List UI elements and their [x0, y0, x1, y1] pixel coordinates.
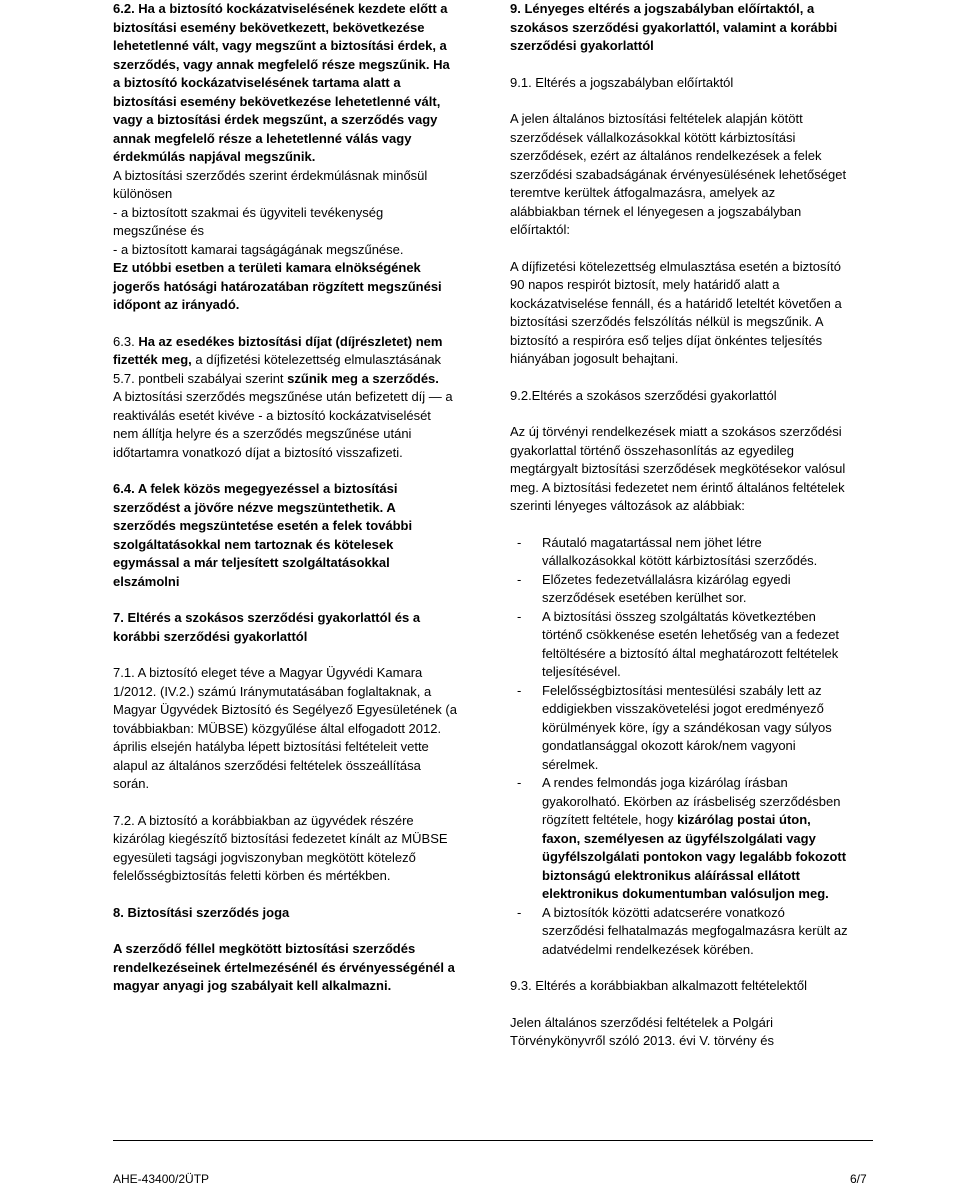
list-item-text: A rendes felmondás joga kizárólag írásban gyakorolható. Ekörben az írásbeliség szerződésben rögzített feltétele, hogy — [542, 775, 841, 827]
section-8-text: A szerződő féllel megkötött biztosítási szerződés rendelkezéseinek értelmezésénél és érvényességénél a magyar anyagi jog szabályait kell alkalmazni. — [113, 941, 455, 993]
document-code: AHE-43400/2ÜTP — [113, 1172, 210, 1186]
footer-divider — [113, 1140, 873, 1141]
section-7-2-text: 7.2. A biztosító a korábbiakban az ügyvédek részére kizárólag kiegészítő biztosítási fedezetet kínált az MÜBSE egyesületi tagsági jogviszonyban megkötött kötelező felelősségbiztosítás feletti körben és mértékben. — [113, 812, 448, 883]
section-6-2-item-2: - a biztosított kamarai tagságágának megszűnése. — [113, 241, 404, 257]
section-6-3-bold-1: Ha az esedékes biztosítási díjat (díjrészletet) nem fizették meg, — [113, 333, 443, 367]
section-9-3-text: Jelen általános szerződési feltételek a Polgári Törvénykönyvről szóló 2013. évi V. törvény és — [510, 1014, 774, 1048]
right-column — [510, 0, 848, 1051]
section-9-2-intro: Az új törvényi rendelkezések miatt a szokásos szerződési gyakorlattal történő összehasonlítás az egyedileg megtárgyalt biztosítási szerződések megkötésekor valósul meg. A biztosítási fedezetet nem érintő általános feltételek szerinti lényeges változások az alábbiak: — [510, 424, 846, 513]
page-number: 6/7 — [850, 1172, 867, 1186]
section-6-3-reactivation: A biztosítási szerződés megszűnése után befizetett díj — a reaktiválás esetét kivéve - a biztosító kockázatviselését nem állítja helyre és a szerződés megszűnése utáni időtartamra vonatkozó díjat a biztosító visszafizeti. — [113, 389, 453, 460]
section-6-3-number: 6.3. — [113, 333, 135, 349]
section-9-1-respite: A díjfizetési kötelezettség elmulasztása esetén a biztosító 90 napos respirót biztosít, mely határidő alatt a kockázatviselése fennáll, és a határidő leteltét követően a biztosítási szerződés felszólítás nélkül is megszűnik. A biztosító a respiróra eső teljes díjat önkéntes teljesítés hiányában jogosult behajtani. — [510, 258, 842, 366]
section-9-3-heading: 9.3. Eltérés a korábbiakban alkalmazott feltételektől — [510, 978, 808, 993]
section-9-1-intro: A jelen általános biztosítási feltételek alapján kötött szerződések vállalkozásokkal kötött kárbiztosítási szerződések, ezért az általános rendelkezések a felek szerződési szabadságának érvényesülésének lehetőséget teremtve kerültek átfogalmazásra, amelyek az alábbiakban térnek el lényegesen a jogszabályban előírtaktól: — [510, 111, 847, 237]
section-8-heading: 8. Biztosítási szerződés joga — [113, 904, 290, 920]
section-6-4-text: 6.4. A felek közös megegyezéssel a biztosítási szerződést a jövőre nézve megszüntethetik. A szerződés megszüntetése esetén a felek további szolgáltatásokkal nem tartoznak és kötelesek egymással a már teljesített szolgáltatásokkal elszámolni — [113, 481, 413, 589]
section-6-2-item-1: - a biztosított szakmai és ügyviteli tevékenység megszűnése és — [113, 204, 384, 238]
section-9-2-heading: 9.2.Eltérés a szokásos szerződési gyakorlattól — [510, 387, 777, 403]
section-6-3-normal: a díjfizetési kötelezettség elmulasztásának 5.7. pontbeli szabályai szerint — [113, 352, 442, 386]
section-9-1-heading: 9.1. Eltérés a jogszabályban előírtaktól — [510, 74, 734, 90]
left-column — [113, 0, 458, 996]
section-9-heading: 9. Lényeges eltérés a jogszabályban előírtaktól, a szokásos szerződési gyakorlattól, valamint a korábbi szerződési gyakorlattól — [510, 1, 838, 53]
list-item-bold-text: kizárólag postai úton, faxon, személyesen az ügyfélszolgálati vagy ügyfélszolgálati pontokon vagy legalább fokozott biztonságú elektronikus aláírással ellátott elektronikus dokumentumban valósuljon meg. — [542, 812, 847, 901]
section-6-3-text — [113, 333, 458, 389]
section-7-1-text: 7.1. A biztosító eleget téve a Magyar Ügyvédi Kamara 1/2012. (IV.2.) számú Iránymutatásában foglaltaknak, a Magyar Ügyvédek Biztosító és Segélyező Egyesületének (a továbbiakban: MÜBSE) közgyűlése által elfogadott 2012. április elsején hatályba lépett biztosítási feltételeit vette alapul az általános szerződési feltételek összeállítása során. — [113, 665, 457, 791]
section-6-2-chamber-note: Ez utóbbi esetben a területi kamara elnökségének jogerős hatósági határozatában rögzített megszűnési időpont az irányadó. — [113, 260, 442, 312]
section-6-2-text: 6.2. Ha a biztosító kockázatviselésének kezdete előtt a biztosítási esemény bekövetkezett, bekövetkezése lehetetlenné vált, vagy megszűnt a biztosítási érdek, a szerződés, vagy annak megfelelő része megszűnik. Ha a biztosító kockázatviselésének tartama alatt a biztosítási esemény bekövetkezése lehetetlenné vált, vagy a biztosítási érdek megszűnt, a szerződés vagy annak megfelelő része a lehetetlenné válás vagy érdekmúlás napjával megszűnik. — [113, 1, 450, 164]
list-item: - A biztosítók közötti adatcserére vonatkozó szerződési felhatalmazás megfogalmazásra került az adatvédelmi rendelkezések körében. — [510, 904, 848, 960]
section-7-heading: 7. Eltérés a szokásos szerződési gyakorlattól és a korábbi szerződési gyakorlattól — [113, 610, 421, 644]
list-item: - Felelősségbiztosítási mentesülési szabály lett az eddigiekben visszakövetelési jogot eredményező körülmények köre, így a szándékosan vagy súlyos gondatlansággal okozott károk/nem vagyoni sérelmek. — [510, 682, 848, 775]
list-item: - A biztosítási összeg szolgáltatás következtében történő csökkenése esetén lehetőség van a fedezet feltöltésére a biztosító által meghatározott feltételek teljesítésével. — [510, 608, 848, 682]
deviation-list — [510, 534, 848, 960]
list-item: - Előzetes fedezetvállalásra kizárólag egyedi szerződések esetében kerülhet sor. — [510, 571, 848, 608]
section-6-3-bold-2: szűnik meg a szerződés. — [287, 370, 439, 386]
list-item — [510, 774, 848, 904]
list-item: - Ráutaló magatartással nem jöhet létre vállalkozásokkal kötött kárbiztosítási szerződés. — [510, 534, 848, 571]
section-6-2-interest-lapse: A biztosítási szerződés szerint érdekmúlásnak minősül különösen — [113, 167, 428, 201]
